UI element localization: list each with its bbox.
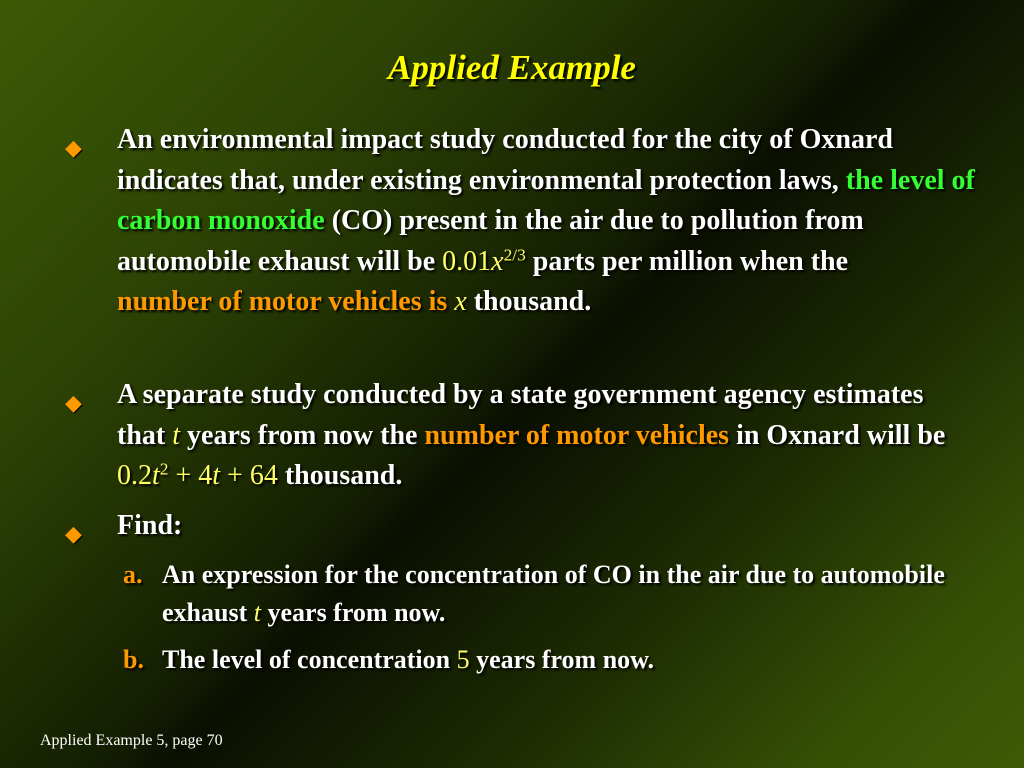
bullet-2-text-4: thousand. <box>277 460 403 491</box>
math-value-5: 5 <box>456 645 470 674</box>
math-variable-t-2: t <box>152 460 160 491</box>
bullet-item-2 <box>65 375 977 497</box>
math-coefficient: 0.01 <box>442 245 492 277</box>
bullet-1-text-4: thousand. <box>466 286 592 317</box>
sub-item-a <box>123 556 962 632</box>
bullet-item-1 <box>65 120 977 323</box>
math-variable-x-2: x <box>454 286 467 317</box>
slide-title: Applied Example <box>388 48 636 87</box>
bullet-2-text-2: years from now the <box>180 419 425 451</box>
diamond-icon: ◆ <box>65 390 82 415</box>
bullet-1-text-1: An environmental impact study conducted for the city of Oxnard indicates that, under existing environmental protection laws, <box>117 124 893 196</box>
sub-item-letter-b: b. <box>123 645 144 674</box>
slide-footer: Applied Example 5, page 70 <box>40 732 223 749</box>
math-variable-t-3: t <box>212 460 221 491</box>
math-term-plus-4: + 4 <box>168 460 213 491</box>
bullet-2-text-1: A separate study conducted by a state government agency estimates that <box>117 379 924 451</box>
math-variable-x: x <box>491 245 504 277</box>
sub-b-text-2: years from now. <box>469 645 654 674</box>
sub-a-text-1: An expression for the concentration of CO in the air due to automobile exhaust <box>162 560 945 627</box>
bullet-1-text-2: (CO) present in the air due to pollution from automobile exhaust will be <box>117 205 864 277</box>
bullet-3-text: Find: <box>117 510 183 541</box>
sub-item-b <box>123 641 962 679</box>
bullet-1-text-3: parts per million when the <box>525 245 849 277</box>
math-coefficient-2: 0.2 <box>117 460 152 491</box>
math-variable-t-4: t <box>253 598 261 627</box>
math-exponent: 2/3 <box>503 244 526 264</box>
math-exponent-2: 2 <box>159 459 169 479</box>
highlight-carbon-monoxide: the level of carbon monoxide <box>117 164 975 236</box>
math-term-plus-64: + 64 <box>220 460 278 491</box>
highlight-number-of-vehicles: number of motor vehicles is <box>117 286 455 317</box>
sub-item-letter-a: a. <box>123 560 143 589</box>
highlight-number-of-motor-vehicles: number of motor vehicles <box>424 419 730 451</box>
bullet-2-text-3: in Oxnard will be <box>729 419 946 451</box>
sub-a-text-2: years from now. <box>260 598 446 627</box>
bullet-item-3 <box>65 506 977 547</box>
diamond-icon: ◆ <box>65 135 82 160</box>
sub-b-text-1: The level of concentration <box>162 645 457 674</box>
diamond-icon: ◆ <box>65 521 82 546</box>
math-variable-t: t <box>172 419 181 451</box>
